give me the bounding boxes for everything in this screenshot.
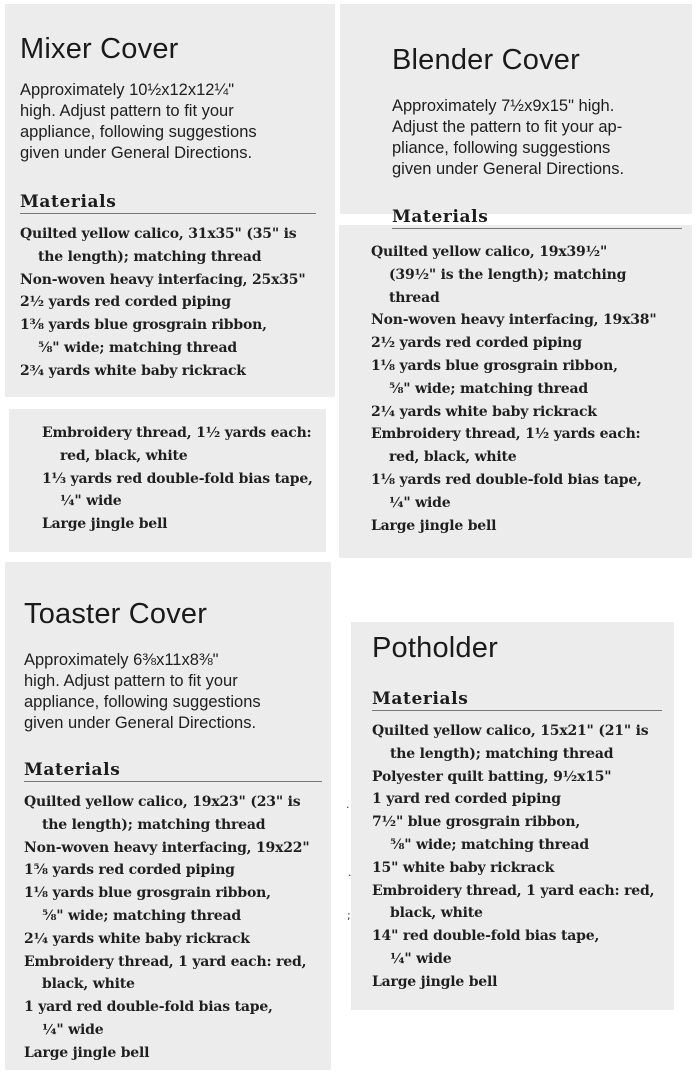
list-item: 1⅛ yards blue grosgrain ribbon, [24, 885, 271, 902]
list-item: Large jingle bell [371, 517, 497, 534]
list-item: 1⅓ yards red double-fold bias tape, [42, 470, 313, 487]
toaster-cover-intro [24, 650, 261, 734]
list-item: Quilted yellow calico, 15x21" (21" is [372, 723, 649, 739]
list-item: Quilted yellow calico, 19x23" (23" is [24, 794, 301, 810]
list-item: 1⅛ yards red double-fold bias tape, [371, 471, 642, 488]
mixer-intro-line: appliance, following suggestions [20, 123, 257, 141]
blender-cover-title: Blender Cover [392, 44, 580, 76]
toaster-intro-line: given under General Directions. [24, 714, 257, 732]
list-item: ⅝" wide; matching thread [42, 907, 241, 924]
list-item: Large jingle bell [372, 973, 498, 990]
list-item: Non-woven heavy interfacing, 25x35" [20, 271, 306, 288]
list-item: ¼" wide [60, 493, 122, 510]
list-item: thread [389, 289, 440, 306]
toaster-intro-line: appliance, following suggestions [24, 693, 261, 711]
list-item: ⅝" wide; matching thread [390, 836, 589, 853]
list-item: 1⅛ yards blue grosgrain ribbon, [371, 357, 618, 374]
list-item: 7½" blue grosgrain ribbon, [372, 814, 581, 831]
list-item: ⅝" wide; matching thread [389, 380, 588, 397]
list-item: Embroidery thread, 1 yard each: red, [24, 953, 307, 970]
list-item: 15" white baby rickrack [372, 859, 555, 876]
potholder-title: Potholder [372, 632, 498, 664]
list-item: Quilted yellow calico, 19x39½" [371, 244, 608, 260]
list-item: Large jingle bell [24, 1044, 150, 1061]
list-item: 2¾ yards white baby rickrack [20, 362, 246, 379]
mixer-intro-line: Approximately 10½x12x12¼" [20, 81, 235, 99]
list-item: Embroidery thread, 1½ yards each: [371, 426, 641, 443]
list-item: the length); matching thread [390, 745, 614, 762]
list-item: red, black, white [60, 447, 188, 464]
list-item: ⅝" wide; matching thread [38, 339, 237, 356]
list-item: 1⅝ yards red corded piping [24, 862, 235, 879]
toaster-intro-line: Approximately 6⅜x11x8⅜" [24, 651, 219, 669]
list-item: Non-woven heavy interfacing, 19x38" [371, 312, 657, 329]
blender-materials-heading: Materials [392, 207, 682, 229]
toaster-intro-line: high. Adjust pattern to fit your [24, 672, 238, 690]
stray-mark: . [346, 798, 350, 811]
list-item: 2½ yards red corded piping [371, 335, 582, 352]
list-item: ¼" wide [390, 950, 452, 967]
list-item: black, white [42, 976, 135, 993]
list-item: the length); matching thread [38, 248, 262, 265]
list-item: the length); matching thread [42, 816, 266, 833]
list-item: Embroidery thread, 1½ yards each: [42, 425, 312, 441]
list-item: Embroidery thread, 1 yard each: red, [372, 882, 655, 899]
list-item: black, white [390, 905, 483, 922]
list-item: red, black, white [389, 449, 517, 466]
list-item: (39½" is the length); matching [389, 266, 627, 283]
mixer-materials-heading: Materials [20, 192, 316, 214]
list-item: 2¼ yards white baby rickrack [371, 403, 597, 420]
list-item: 14" red double-fold bias tape, [372, 928, 600, 945]
stray-mark: . [348, 866, 352, 879]
blender-intro-line: Approximately 7½x9x15" high. [392, 97, 615, 115]
blender-materials-list [371, 241, 656, 537]
toaster-materials-heading: Materials [24, 760, 322, 782]
blender-cover-intro [392, 96, 624, 180]
list-item: Polyester quilt batting, 9½x15" [372, 768, 612, 785]
list-item: 1 yard red double-fold bias tape, [24, 999, 273, 1016]
list-item: 2¼ yards white baby rickrack [24, 930, 250, 947]
toaster-cover-title: Toaster Cover [24, 598, 208, 630]
list-item: Large jingle bell [42, 516, 168, 533]
list-item: 1⅜ yards blue grosgrain ribbon, [20, 317, 267, 334]
list-item: ¼" wide [389, 494, 451, 511]
list-item: Non-woven heavy interfacing, 19x22" [24, 839, 310, 856]
stray-mark: ; [347, 909, 351, 922]
mixer-cover-intro [20, 80, 257, 164]
list-item: Quilted yellow calico, 31x35" (35" is [20, 226, 297, 242]
blender-intro-line: pliance, following suggestions [392, 139, 611, 157]
mixer-intro-line: high. Adjust pattern to fit your [20, 102, 234, 120]
list-item: ¼" wide [42, 1021, 104, 1038]
mixer-cover-title: Mixer Cover [20, 33, 179, 65]
list-item: 1 yard red corded piping [372, 791, 561, 808]
list-item: 2½ yards red corded piping [20, 294, 231, 311]
toaster-materials-list [24, 791, 309, 1065]
potholder-materials-list [372, 720, 654, 994]
blender-intro-line: Adjust the pattern to fit your ap- [392, 118, 623, 136]
mixer-materials-list [20, 223, 305, 383]
mixer-intro-line: given under General Directions. [20, 144, 253, 162]
mixer-materials-list-continued [42, 422, 313, 536]
blender-intro-line: given under General Directions. [392, 160, 625, 178]
potholder-materials-heading: Materials [372, 689, 662, 711]
